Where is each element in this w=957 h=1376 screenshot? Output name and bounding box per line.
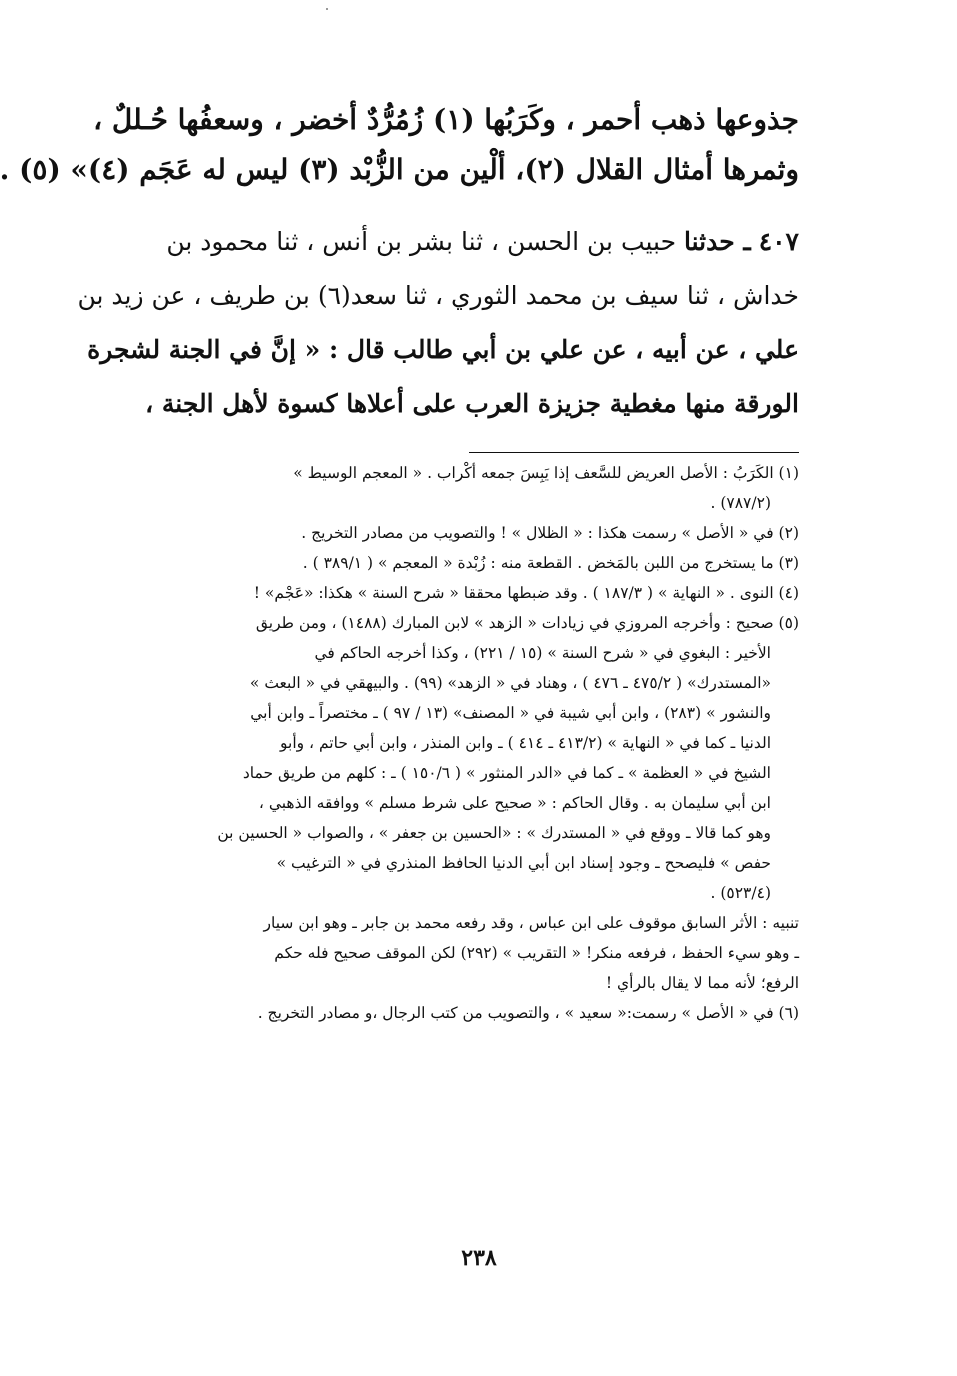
footnote-line: وهو كما قالا ـ ووقع في « المستدرك » : «الحسين بن جعفر » ، والصواب « الحسين بن <box>217 824 771 842</box>
note-line: الرفع؛ لأنه مما لا يقال بالرأي ! <box>605 974 799 992</box>
hadith-407 <box>77 215 799 431</box>
footnote-line: «المستدرك» ( ٤٧٥/٢ ـ ٤٧٦ ) ، وهناد في « الزهد» (٩٩) . والبيهقي في « البعث » <box>249 674 771 692</box>
footnote-line: حفص » فليصحح ـ وجود إسناد ابن أبي الدنيا الحافظ المنذري في « الترغيب » <box>276 854 771 872</box>
text-line: الورقة منها مغطية جزيزة العرب على أعلاها كسوة لأهل الجنة ، <box>145 389 799 418</box>
hadith-continuation <box>0 95 799 195</box>
speck <box>326 8 328 10</box>
text-line: خداش ، ثنا سيف بن محمد الثوري ، ثنا سعد(٦) بن طريف ، عن زيد بن <box>77 281 799 310</box>
note-line: ـ وهو سيء الحفظ ، فرفعه منكر! « التقريب » (٢٩٢) لكن الموقف صحيح فله حكم <box>274 944 799 962</box>
footnote-line: (٦) في « الأصل » رسمت:« سعيد » ، والتصويب من كتب الرجال ،و مصادر التخريج . <box>257 1004 799 1022</box>
footnote-line: الشيخ في « العظمة » ـ كما في «الدر المنثور » ( ١٥٠/٦ ) ـ : كلهم من طريق حماد <box>242 764 771 782</box>
hadith-intro: ـ حدثنا <box>684 227 751 256</box>
footnote-line: (٢) في « الأصل » رسمت هكذا : « الظلال » ! والتصويب من مصادر التخريج . <box>301 524 799 542</box>
footnote-divider <box>469 452 799 453</box>
hadith-first-line <box>109 215 799 269</box>
footnote-line: ابن أبي سليمان به . وقال الحاكم : « صحيح على شرط مسلم » ووافقه الذهبي ، <box>258 794 771 812</box>
text-line: علي ، عن أبيه ، عن علي بن أبي طالب قال : « إنَّ في الجنة لشجرة <box>87 335 799 364</box>
hadith-number: ٤٠٧ <box>758 227 799 256</box>
text-line: حبيب بن الحسن ، ثنا بشر بن أنس ، ثنا محمود بن <box>166 227 677 256</box>
note-line: تنبيه : الأثر السابق موقوف على ابن عباس ، وقد رفعه محمد بن جابر ـ وهو ابن سيار <box>263 914 799 932</box>
main-text <box>0 95 799 431</box>
footnote-line: (٥٢٣/٤) . <box>710 884 771 902</box>
footnote-line: الدنيا ـ كما في « النهاية » (٤١٣/٢ ـ ٤١٤ ) ـ وابن المنذر ، وابن أبي حاتم ، وأبو <box>280 734 771 752</box>
text-line: جذوعها ذهب أحمر ، وكَرَبُها (١) زُمُرُّدٌ أخضر ، وسعفُها حُـللٌ ، <box>93 103 799 136</box>
footnote-line: (١) الكَرَبُ : الأصل العريض للسَّعف إذا يَبِسَ جمعه أكْراب . « المعجم الوسيط » <box>293 464 799 482</box>
footnotes <box>109 458 799 1028</box>
footnote-line: والنشور » (٢٨٣) ، وابن أبي شيبة في « المصنف» (١٣ / ٩٧ ) ـ مختصراً ـ وابن أبي <box>250 704 771 722</box>
footnote-line: الأخير : البغوي في « شرح السنة » (١٥ / ٢٢١) ، وكذا أخرجه الحاكم في <box>314 644 771 662</box>
footnote-line: (٧٨٧/٢) . <box>710 494 771 512</box>
footnote-line: (٣) ما يستخرج من اللبن بالمَخض . القطعة منه : زُبْدة « المعجم » ( ٣٨٩/١ ) . <box>302 554 799 572</box>
footnote-line: (٥) صحيح : وأخرجه المروزي في زيادات « الزهد » لابن المبارك (١٤٨٨) ، ومن طريق <box>255 614 799 632</box>
page-number: ٢٣٨ <box>461 1245 497 1271</box>
text-line: وثمرها أمثال القلال (٢)، ألْين من الزُّبْد (٣) ليس له عَجَم (٤)» (٥) . <box>0 153 799 186</box>
footnote-line: (٤) النوى . « النهاية » ( ١٨٧/٣ ) . وقد ضبطها محققا « شرح السنة » هكذا: «عَجْم» ! <box>253 584 799 602</box>
